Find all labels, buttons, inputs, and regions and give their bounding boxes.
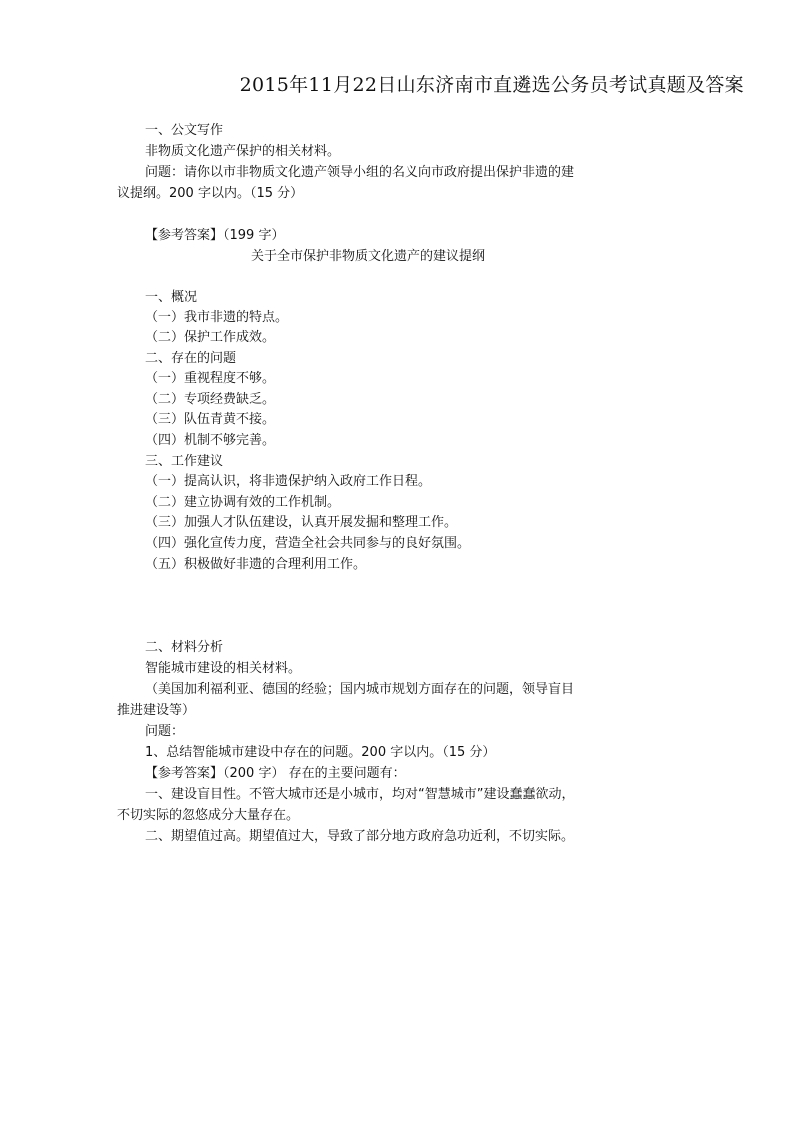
answer-label: 【参考答案】（200 字） 存在的主要问题有： [145, 766, 406, 781]
outline-item: （五）积极做好非遗的合理利用工作。 [145, 557, 367, 572]
answer-item-line1: 一、建设盲目性。不管大城市还是小城市，均对“智慧城市”建设蠢蠢欲动， [145, 787, 575, 802]
outline-item: （四）机制不够完善。 [145, 433, 276, 448]
question-label: 问题： [145, 724, 185, 739]
outline-item: 二、存在的问题 [145, 351, 237, 366]
page-title: 2015年11月22日山东济南市直遴选公务员考试真题及答案 [239, 74, 744, 96]
outline-item: 三、工作建议 [145, 454, 224, 469]
outline-item: （三）加强人才队伍建设，认真开展发掘和整理工作。 [145, 515, 458, 530]
outline-item: （一）重视程度不够。 [145, 371, 276, 386]
outline-item: （三）队伍青黄不接。 [145, 412, 276, 427]
answer-label: 【参考答案】（199 字） [145, 228, 285, 243]
outline-item: （二）专项经费缺乏。 [145, 392, 276, 407]
material-note-line2: 推进建设等） [117, 703, 196, 718]
section-heading-official-writing: 一、公文写作 [145, 123, 224, 138]
outline-item: （一）我市非遗的特点。 [145, 310, 289, 325]
section-heading-material-analysis: 二、材料分析 [145, 640, 224, 655]
answer-title: 关于全市保护非物质文化遗产的建议提纲 [251, 249, 486, 264]
material-text: 智能城市建设的相关材料。 [145, 661, 302, 676]
answer-item: 二、期望值过高。期望值过大，导致了部分地方政府急功近利，不切实际。 [145, 829, 575, 844]
question-text: 1、总结智能城市建设中存在的问题。200 字以内。（15 分） [145, 745, 496, 760]
question-text-line2: 议提纲。200 字以内。（15 分） [117, 186, 304, 201]
outline-item: （四）强化宣传力度，营造全社会共同参与的良好氛围。 [145, 536, 471, 551]
material-text: 非物质文化遗产保护的相关材料。 [145, 144, 341, 159]
outline-item: （二）保护工作成效。 [145, 330, 276, 345]
answer-item-line2: 不切实际的忽悠成分大量存在。 [117, 808, 300, 823]
outline-item: 一、概况 [145, 290, 198, 305]
outline-item: （一）提高认识，将非遗保护纳入政府工作日程。 [145, 474, 432, 489]
material-note-line1: （美国加利福利亚、德国的经验；国内城市规划方面存在的问题，领导盲目 [145, 682, 575, 697]
question-text-line1: 问题：请你以市非物质文化遗产领导小组的名义向市政府提出保护非遗的建 [145, 165, 575, 180]
outline-item: （二）建立协调有效的工作机制。 [145, 495, 341, 510]
